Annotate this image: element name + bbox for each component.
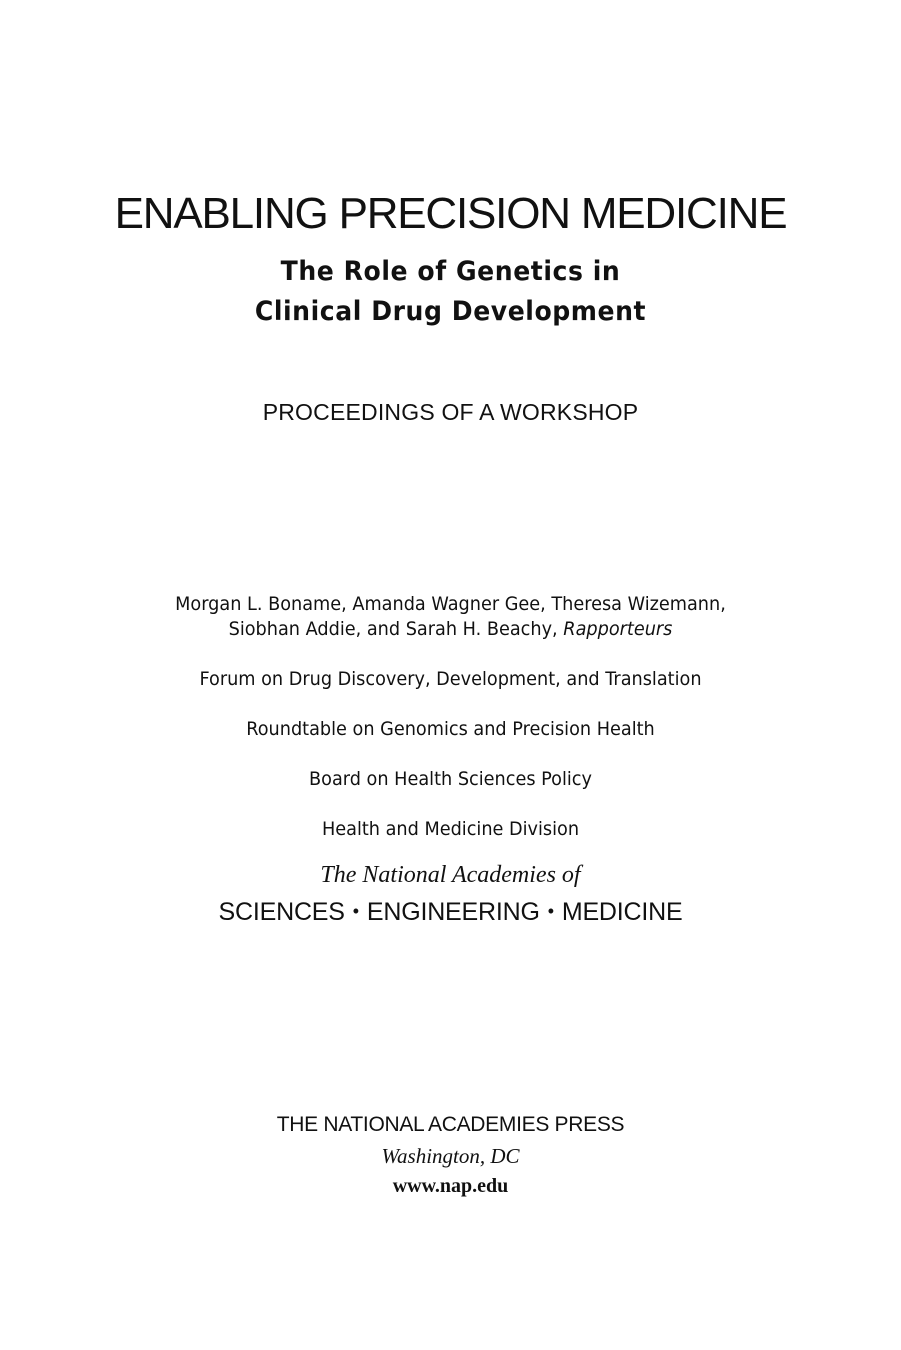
academies-sciences: SCIENCES (218, 898, 345, 926)
academies-engineering: ENGINEERING (366, 898, 540, 926)
division-name: Health and Medicine Division (321, 818, 580, 840)
separator-dot-icon: • (547, 901, 554, 921)
academies-medicine: MEDICINE (561, 898, 683, 926)
authors-line-2 (32, 616, 870, 642)
academies-tagline: The National Academies of (320, 862, 581, 888)
book-title: ENABLING PRECISION MEDICINE (114, 189, 787, 238)
board-name: Board on Health Sciences Policy (309, 768, 592, 790)
publisher-url: www.nap.edu (392, 1175, 509, 1197)
academies-name (0, 895, 901, 928)
separator-dot-icon: • (352, 901, 359, 921)
forum-name: Forum on Drug Discovery, Development, and Translation (199, 668, 702, 690)
publisher-name: THE NATIONAL ACADEMIES PRESS (276, 1113, 625, 1136)
rapporteurs-role: Rapporteurs (563, 618, 673, 640)
authors-names: Siobhan Addie, and Sarah H. Beachy, (228, 618, 564, 640)
book-subtitle-line-1: The Role of Genetics in (280, 256, 621, 287)
publisher-city: Washington, DC (381, 1144, 520, 1168)
book-subtitle-line-2: Clinical Drug Development (254, 296, 647, 327)
authors-line-1: Morgan L. Boname, Amanda Wagner Gee, Theresa Wizemann, (175, 593, 726, 615)
proceedings-label: PROCEEDINGS OF A WORKSHOP (262, 399, 639, 425)
roundtable-name: Roundtable on Genomics and Precision Health (246, 718, 655, 740)
